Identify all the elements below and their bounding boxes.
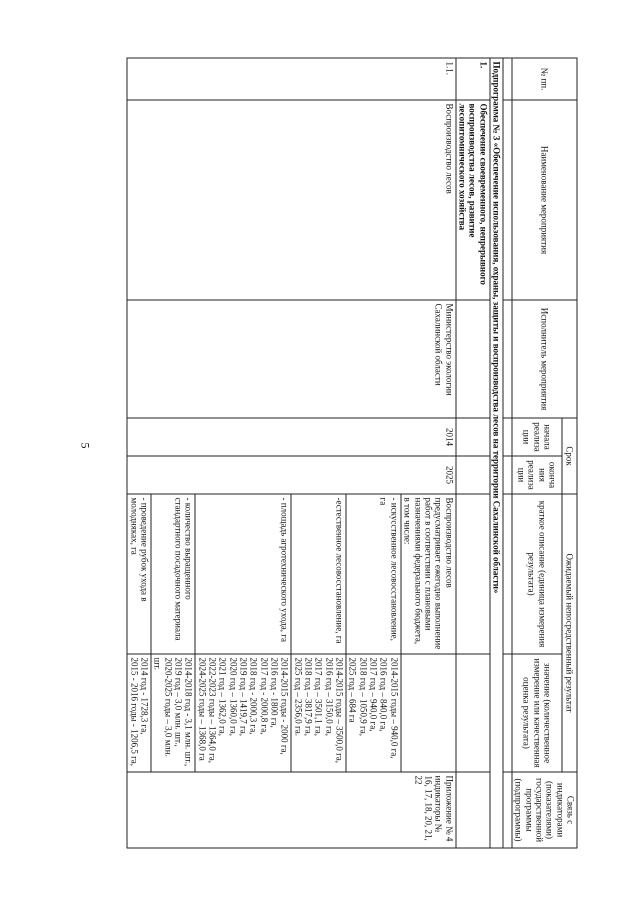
- item-values: 2014-2015 годы – 940,0 га, 2016 год – 840,0 га, 2017 год – 940,0 га, 2018 год – 1050,9 га, 2025 год – 684 га: [346, 654, 401, 772]
- section-title: Обеспечение своевременного, непрерывного воспроизводства лесов, развитие лесопитомнического хозяйства: [456, 100, 490, 300]
- item-desc: - площадь агротехнического ухода, га: [195, 494, 291, 654]
- header-start: начала реализации: [512, 418, 562, 456]
- row-intro: Воспроизводство лесов предусматривает ежегодно выполнение работ в соответствии с плановыми назначениями федерального бюджета, в том числе:: [401, 494, 456, 654]
- item-values: 2014 год - 1728,3 га, 2015 - 2016 годы - 1206,5 га,: [127, 654, 151, 772]
- measures-table-sheet: [63, 58, 578, 848]
- item-desc: - количество выращенного стандартного посадочного материала: [151, 494, 195, 654]
- page-number: 5: [78, 442, 93, 449]
- row-executor: Министерство экологии Сахалинской области: [127, 300, 455, 418]
- measures-table: [127, 58, 578, 849]
- item-desc: - искусственное лесовосстановление, га: [346, 494, 401, 654]
- subprogram-title: Подпрограмма № 3 «Обеспечение использования, охраны, защиты и воспроизводства лесов на территории Сахалинской области»: [490, 58, 503, 848]
- item-values: 2014-2015 годы - 2000 га, 2016 год - 1800 га, 2017 год - 2000,8 га, 2018 год - 2000,3 га, 2019 год – 1419,7 га, 2020 год – 1360,0 га, 2021 год – 1362,0 га, 2022-2023 годы – 1364,0 га, 2024-2025 годы – 1368,0 га: [195, 654, 291, 772]
- header-executor: Исполнитель мероприятия: [512, 300, 577, 418]
- header-end: окончания реализации: [512, 456, 562, 494]
- empty-spacer-row: [503, 58, 512, 848]
- row-end: 2025: [127, 456, 455, 494]
- header-link: Связь с индикаторами (показателями) государственной программы (подпрограммы): [512, 772, 577, 848]
- header-term: Срок: [562, 418, 577, 494]
- header-short-desc: краткое описание (единица измерения результата): [512, 494, 562, 654]
- item-desc: - проведение рубок ухода в молодняках, га: [127, 494, 151, 654]
- item-desc: -естественное лесовосстановление, га: [291, 494, 346, 654]
- section-num: 1.: [456, 58, 490, 100]
- item-values: 2014-2015 годы – 3500,0 га, 2016 год – 3150,0 га, 2017 год – 3501,1 га, 2018 год – 3817,9 га, 2025 год – 2356,0 га.: [291, 654, 346, 772]
- header-name: Наименование мероприятия: [512, 100, 577, 300]
- header-expected: Ожидаемый непосредственный результат: [562, 494, 577, 772]
- row-link: Приложение № 4 индикаторы № 16, 17, 18, 20, 21, 22: [127, 772, 455, 848]
- header-num: № пп.: [512, 58, 577, 100]
- row-name: Воспроизводство лесов: [127, 100, 455, 300]
- header-value: значение (количественное измерение или качественная оценка результата): [512, 654, 562, 772]
- row-num: 1.1.: [127, 58, 455, 100]
- item-values: 2014-2018 год - 3,1 млн. шт., 2019 год – 3,0 млн. шт., 2020-2025 годы – 3,0 млн. шт.: [151, 654, 195, 772]
- row-start: 2014: [127, 418, 455, 456]
